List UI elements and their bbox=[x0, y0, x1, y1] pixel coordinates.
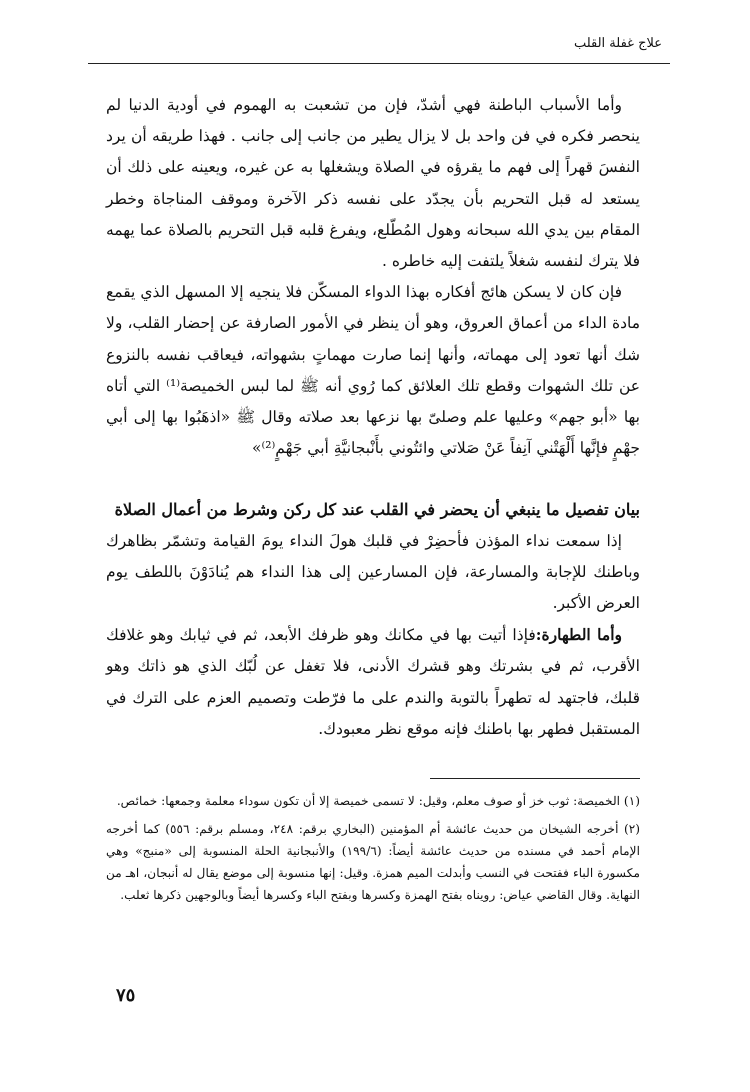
footnotes bbox=[106, 790, 640, 912]
paragraph-remedy: فإن كان لا يسكن هائج أفكاره بهذا الدواء المسكّن فلا ينجيه إلا المسهل الذي يقمع مادة الداء من أعماق العروق، وهو أن ينظر في الأمور الصارفة عن إحضار القلب، ولا شك أنها تعود إلى مهماته، وأنها إنما صارت مهماتٍ بشهواته، فيعاقب نفسه بالنزوع عن تلك الشهوات وقطع تلك العلائق كما رُوي أنه ﷺ لما لبس الخميصة⁽¹⁾ التي أتاه بها «أبو جهم» وعليها علم وصلىّ بها نزعها بعد صلاته وقال ﷺ «اذهَبُوا بها إلى أبي جهْمٍ فإنَّها أَلْهَتْني آنِفاً عَنْ صَلاتي وائتُوني بأَنْبجانيَّةِ أبي جَهْمٍ⁽²⁾» bbox=[106, 283, 640, 458]
purification-text: فإذا أتيت بها في مكانك وهو ظرفك الأبعد، ثم في ثيابك وهو غلافك الأقرب، ثم في بشرتك وهو قشرك الأدنى، فلا تغفل عن لُبّك الذي هو ذاتك وهو قلبك، فاجتهد له تطهراً بالتوبة والندم على ما فرّطت وتصميم العزم على الترك في المستقبل فطهر بها باطنك فإنه موقع نظر معبودك. bbox=[106, 626, 640, 738]
running-header-title: علاج غفلة القلب bbox=[573, 36, 662, 51]
page-number: ٧٥ bbox=[116, 985, 136, 1006]
paragraph-inner-causes: وأما الأسباب الباطنة فهي أشدّ، فإن من تشعبت به الهموم في أودية الدنيا لم ينحصر فكره في فن واحد بل لا يزال يطير من جانب إلى جانب . فهذا طريقه أن يرد النفسَ قهراً إلى فهم ما يقرؤه في الصلاة ويشغلها به عن غيره، ويعينه على ذلك أن يستعد له قبل التحريم بأن يجدّد على نفسه ذكر الآخرة وموقف المناجاة وخطر المقام بين يدي الله سبحانه وهول المُطّلع، ويفرغ قلبه قبل التحريم بالصلاة عما يهمه فلا يترك لنفسه شغلاً يلتفت إليه خاطره . bbox=[106, 96, 640, 271]
footnote-2: (٢) أخرجه الشيخان من حديث عائشة أم المؤمنين (البخاري برقم: ٢٤٨، ومسلم برقم: ٥٥٦) كما أخرجه الإمام أحمد في مسنده من حديث عائشة أيضاً: (١٩٩/٦) والأنبجانية الحلة المنسوبة إلى «منبج» وهي مكسورة الباء ففتحت في النسب وأبدلت الميم همزة. وقيل: إنها منسوبة إلى موضع يقال له أنبجان، اهـ من النهاية. وقال القاضي عياض: رويناه بفتح الهمزة وكسرها وبفتح الباء وكسرها أيضاً وبالوجهين ذكرها ثعلب. bbox=[106, 822, 641, 902]
purification-lead: وأما الطهارة: bbox=[535, 625, 622, 645]
paragraph-purification bbox=[106, 619, 640, 745]
section-heading: بيان تفصيل ما ينبغي أن يحضر في القلب عند كل ركن وشرط من أعمال الصلاة bbox=[114, 500, 640, 520]
footnote-divider bbox=[430, 778, 640, 779]
paragraph-adhan: إذا سمعت نداء المؤذن فأحضِرْ في قلبك هولَ النداء يومَ القيامة وتشمّر بظاهرك وباطنك للإجابة والمسارعة، فإن المسارعين إلى هذا النداء هم يُنادَوْنَ باللطف يوم العرض الأكبر. bbox=[106, 531, 640, 613]
footnote-1: (١) الخميصة: ثوب خز أو صوف معلم، وقيل: لا تسمى خميصة إلا أن تكون سوداء معلمة وجمعها: خمائص. bbox=[116, 794, 640, 808]
main-text bbox=[106, 90, 640, 745]
header-divider bbox=[88, 63, 670, 64]
